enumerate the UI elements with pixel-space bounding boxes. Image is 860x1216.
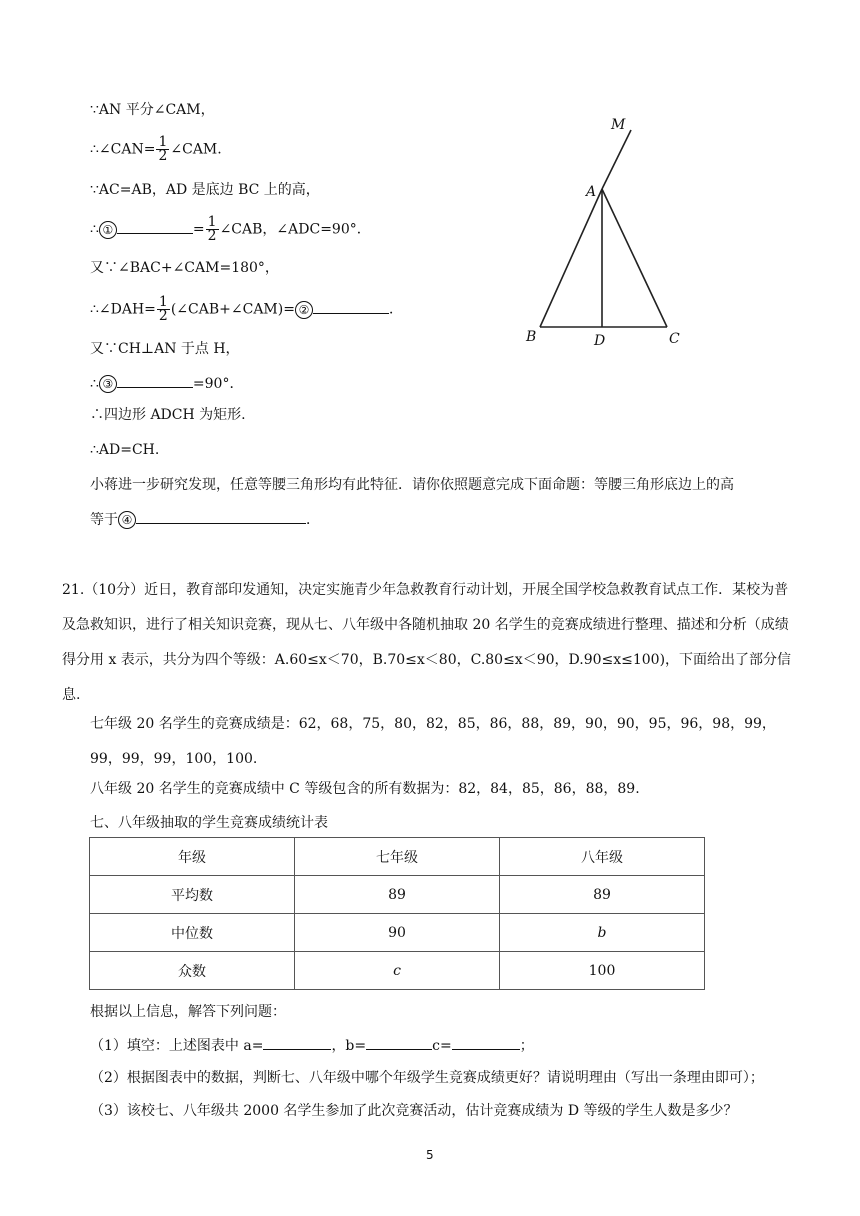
table-header-cell: 八年级 — [500, 838, 705, 876]
grade7-scores — [90, 707, 800, 777]
circle-marker-1: ① — [99, 221, 117, 239]
proof-line-8-pre: ∴ — [90, 376, 99, 392]
proof-line-7: 又∵CH⊥AN 于点 H， — [90, 341, 240, 357]
proof-line-9: ∴四边形 ADCH 为矩形. — [90, 407, 246, 423]
q21-intro-text: 21.（10分）近日，教育部印发通知，决定实施青少年急救教育行动计划，开展全国学校急救教育试点工作．某校为普及急救知识，进行了相关知识竞赛，现从七、八年级中各随机抽取 20 名学生的竞赛成绩进行整理、描述和分析（成绩得分用 x 表示，共分为四个等级：A.60≤x＜70，B.70≤x＜80，C.80≤x＜90，D.90≤x≤100)，下面给出了部分信息. — [62, 582, 792, 703]
answer-blank-1[interactable] — [117, 219, 193, 234]
table-header-row — [90, 838, 705, 876]
q21-intro — [62, 573, 802, 713]
fraction-half: $\frac{1}{2}$ — [158, 134, 168, 164]
sub-question-1 — [90, 1035, 534, 1056]
table-row — [90, 914, 705, 952]
proof-line-4 — [90, 216, 371, 243]
answer-blank-b[interactable] — [366, 1035, 432, 1050]
sub-question-1-pre: （1）填空：上述图表中 a= — [90, 1038, 264, 1054]
proof-line-6-post: (∠CAB+∠CAM)= — [170, 301, 295, 318]
proof-line-12-pre: 等于 — [90, 512, 118, 528]
circle-marker-3: ③ — [99, 375, 117, 393]
label-c: C — [669, 331, 680, 347]
circle-marker-2: ② — [295, 301, 313, 319]
proof-line-2-pre: ∴∠CAN= — [90, 141, 156, 158]
stats-table — [89, 837, 705, 990]
table-header-cell: 年级 — [90, 838, 295, 876]
side-ac — [602, 189, 667, 327]
proof-line-10: ∴AD=CH. — [90, 442, 160, 458]
proof-line-3: ∵AC=AB，AD 是底边 BC 上的高， — [90, 182, 320, 198]
table-cell: 众数 — [90, 952, 295, 990]
table-header-cell: 七年级 — [295, 838, 500, 876]
proof-line-2-post: ∠CAM. — [170, 141, 222, 158]
proof-line-2 — [90, 136, 222, 163]
grade7-scores-text: 七年级 20 名学生的竞赛成绩是：62，68，75，80，82，85，86，88，89，90，90，95，96，98，99，99，99，99，100，100. — [90, 716, 776, 767]
sub-question-1-b: ，b= — [331, 1038, 367, 1054]
proof-line-12-post: ． — [306, 512, 320, 528]
table-cell: 中位数 — [90, 914, 295, 952]
proof-line-11: 小蒋进一步研究发现，任意等腰三角形均有此特征．请你依照题意完成下面命题：等腰三角形底边上的高 — [90, 477, 734, 493]
circle-marker-4: ④ — [118, 511, 136, 529]
sub-question-2: （2）根据图表中的数据，判断七、八年级中哪个年级学生竞赛成绩更好？请说明理由（写出一条理由即可）； — [90, 1070, 764, 1086]
grade8-scores: 八年级 20 名学生的竞赛成绩中 C 等级包含的所有数据为：82，84，85，86，88，89. — [90, 781, 640, 797]
label-m: M — [611, 117, 626, 133]
sub-question-1-end: ； — [519, 1038, 534, 1054]
answer-intro: 根据以上信息，解答下列问题： — [90, 1004, 286, 1020]
proof-line-5: 又∵∠BAC+∠CAM=180°， — [90, 260, 279, 276]
table-cell: c — [295, 952, 500, 990]
table-cell: 89 — [500, 876, 705, 914]
fraction-half: $\frac{1}{2}$ — [207, 214, 217, 244]
table-cell: 100 — [500, 952, 705, 990]
proof-line-8-post: =90°． — [192, 376, 244, 392]
sub-question-1-c: c= — [432, 1038, 452, 1054]
proof-line-12 — [90, 509, 320, 530]
table-row — [90, 952, 705, 990]
label-b: B — [526, 329, 537, 345]
answer-blank-3[interactable] — [117, 373, 193, 388]
ray-am — [602, 130, 631, 189]
table-cell: 90 — [295, 914, 500, 952]
label-a: A — [586, 184, 597, 200]
fraction-half: $\frac{1}{2}$ — [158, 294, 168, 324]
sub-question-3: （3）该校七、八年级共 2000 名学生参加了此次竞赛活动，估计竞赛成绩为 D 等级的学生人数是多少？ — [90, 1103, 738, 1119]
proof-line-8 — [90, 373, 243, 394]
answer-blank-a[interactable] — [263, 1035, 331, 1050]
page-number: 5 — [426, 1148, 434, 1162]
table-cell: 89 — [295, 876, 500, 914]
answer-blank-2[interactable] — [313, 299, 389, 314]
proof-line-6-pre: ∴∠DAH= — [90, 301, 156, 318]
label-d: D — [594, 333, 606, 349]
side-ab — [540, 189, 602, 327]
answer-blank-4[interactable] — [136, 509, 306, 524]
table-title: 七、八年级抽取的学生竞赛成绩统计表 — [90, 815, 328, 831]
triangle-figure — [520, 110, 700, 350]
proof-line-4-post: ∠CAB，∠ADC=90°． — [219, 221, 371, 238]
table-cell: b — [500, 914, 705, 952]
proof-line-4-pre: ∴ — [90, 221, 99, 238]
proof-line-1: ∵AN 平分∠CAM， — [90, 102, 215, 118]
table-row — [90, 876, 705, 914]
answer-blank-c[interactable] — [452, 1035, 520, 1050]
proof-line-6: ∴∠DAH= $\frac{1}{2}$ (∠CAB+∠CAM)= ② ． — [90, 294, 403, 324]
proof-line-4-mid: = — [192, 221, 205, 238]
table-cell: 平均数 — [90, 876, 295, 914]
